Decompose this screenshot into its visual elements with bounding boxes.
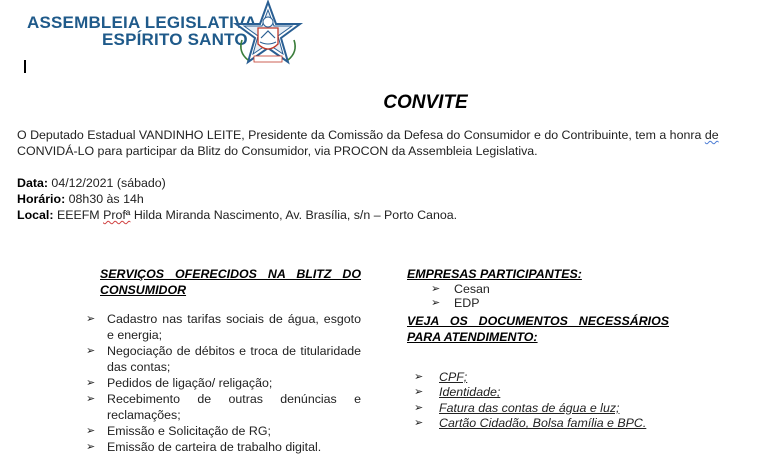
arrow-bullet-icon: ➢	[86, 393, 96, 405]
time-row	[17, 191, 457, 207]
list-item-text: Emissão de carteira de trabalho digital.	[107, 440, 322, 454]
list-item-text: Negociação de débitos e troca de titularidade das contas;	[107, 344, 361, 374]
arrow-bullet-icon: ➢	[431, 297, 441, 309]
place-value-c: Hilda Miranda Nascimento, Av. Brasília, s/n – Porto Canoa.	[130, 208, 458, 222]
companies-list	[431, 282, 490, 310]
time-label: Horário:	[17, 192, 66, 206]
date-row	[17, 175, 457, 191]
arrow-bullet-icon: ➢	[86, 441, 96, 453]
arrow-bullet-icon: ➢	[414, 386, 424, 399]
list-item	[86, 391, 361, 423]
place-label: Local:	[17, 208, 54, 222]
services-list	[86, 311, 361, 455]
list-item-text: EDP	[454, 296, 480, 310]
list-item	[86, 423, 361, 439]
intro-text-part1: O Deputado Estadual VANDINHO LEITE, Presidente da Comissão da Defesa do Consumidor e do Contribuinte, tem a honra	[17, 128, 705, 142]
list-item-text: Cesan	[454, 282, 490, 296]
event-details	[17, 175, 457, 223]
text-cursor	[24, 60, 26, 73]
arrow-bullet-icon: ➢	[414, 371, 424, 383]
intro-paragraph	[17, 127, 752, 159]
list-item-text: Cadastro nas tarifas sociais de água, esgoto e energia;	[107, 312, 361, 342]
list-item-text: CPF;	[439, 370, 468, 384]
list-item-text: Identidade;	[439, 385, 501, 400]
arrow-bullet-icon: ➢	[86, 345, 96, 357]
list-item	[86, 343, 361, 375]
arrow-bullet-icon: ➢	[86, 425, 96, 437]
list-item-text: Fatura das contas de água e luz;	[439, 400, 620, 415]
services-heading: SERVIÇOS OFERECIDOS NA BLITZ DO CONSUMIDOR	[100, 267, 361, 297]
list-item	[414, 416, 646, 431]
date-value: 04/12/2021 (sábado)	[47, 176, 166, 190]
org-name-line2: ESPÍRITO SANTO	[102, 30, 248, 49]
list-item-text: Cartão Cidadão, Bolsa família e BPC.	[439, 416, 647, 431]
coat-of-arms-icon	[232, 0, 304, 72]
page-title: CONVITE	[383, 92, 468, 113]
list-item	[86, 375, 361, 391]
intro-text-part2: de	[704, 128, 719, 142]
arrow-bullet-icon: ➢	[431, 283, 441, 295]
list-item	[431, 296, 490, 310]
documents-heading: VEJA OS DOCUMENTOS NECESSÁRIOS PARA ATENDIMENTO:	[407, 314, 669, 344]
list-item	[431, 282, 490, 296]
arrow-bullet-icon: ➢	[414, 417, 424, 430]
intro-text-part3: CONVIDÁ-LO para participar da Blitz do Consumidor, via PROCON da Assembleia Legislativa.	[17, 144, 538, 158]
org-name-line1: ASSEMBLEIA LEGISLATIVA	[27, 13, 257, 32]
date-label: Data:	[17, 176, 48, 190]
list-item-text: Emissão e Solicitação de RG;	[107, 424, 271, 438]
list-item-text: Pedidos de ligação/ religação;	[107, 376, 273, 390]
companies-heading: EMPRESAS PARTICIPANTES:	[407, 267, 582, 281]
place-value-a: EEEFM	[53, 208, 104, 222]
list-item	[86, 439, 361, 455]
place-value-b: Profª	[103, 208, 131, 222]
documents-list	[414, 370, 646, 432]
list-item-text: Recebimento de outras denúncias e reclamações;	[107, 392, 361, 422]
list-item	[414, 385, 646, 400]
list-item	[86, 311, 361, 343]
arrow-bullet-icon: ➢	[414, 401, 424, 414]
arrow-bullet-icon: ➢	[86, 313, 96, 325]
list-item	[414, 370, 646, 385]
arrow-bullet-icon: ➢	[86, 377, 96, 389]
list-item	[414, 401, 646, 416]
time-value: 08h30 às 14h	[65, 192, 144, 206]
place-row	[17, 207, 457, 223]
